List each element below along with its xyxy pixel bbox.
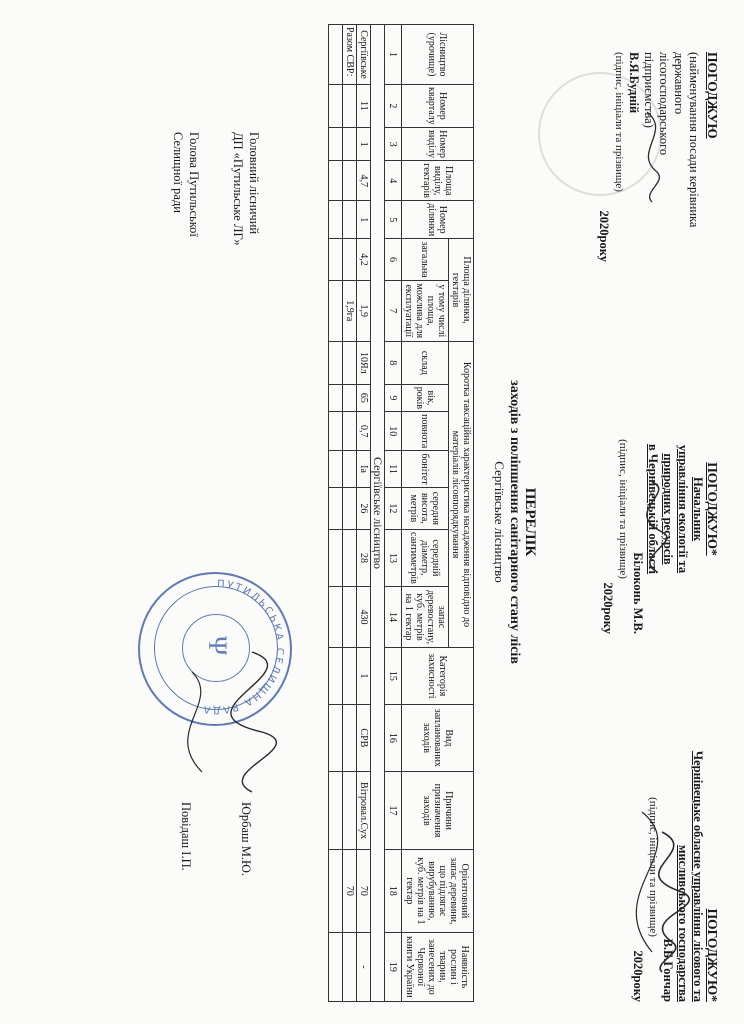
- center-approval-line6: (підпис, ініціали та прізвище): [617, 439, 629, 579]
- header-density: повнота: [402, 412, 449, 451]
- right-approval-block: [630, 732, 720, 1002]
- faint-stamp: [538, 72, 662, 196]
- total-operational: 1,9га: [343, 280, 357, 341]
- center-approval-line7: 2020року: [601, 582, 615, 634]
- cell-forestry: Сергіївське: [357, 25, 371, 85]
- left-approval-line4: В.Я.Будній: [627, 52, 641, 114]
- header-plot-operational: у тому числі площа, можлива для експлуатації: [402, 280, 449, 341]
- head-title-1: Голова Путильської: [187, 132, 201, 237]
- official-stamp: [138, 572, 292, 726]
- cell-age: 65: [357, 384, 371, 411]
- left-approval-line2: лісогосподарського: [657, 52, 671, 156]
- column-number: 12: [385, 487, 402, 529]
- center-approval-line3: природних ресурсів: [661, 453, 675, 565]
- column-number: 4: [385, 161, 402, 201]
- right-approval-line5: 2020року: [631, 950, 645, 1002]
- cell-section: 1: [357, 127, 371, 161]
- cell-density: 0,7: [357, 412, 371, 451]
- trident-icon: Ψ: [203, 636, 232, 656]
- measures-table: [328, 24, 474, 1002]
- header-plot: Номер ділянки: [402, 201, 474, 239]
- column-number: 19: [385, 932, 402, 1001]
- header-quarter: Номер кварталу: [402, 85, 474, 128]
- cell-avg-height: 26: [357, 487, 371, 529]
- column-number: 13: [385, 530, 402, 587]
- document-title: ПЕРЕЛІК: [522, 487, 538, 557]
- header-section-area: Площа виділу, гектарів: [402, 161, 474, 201]
- head-name: Повідаш І.П.: [179, 802, 193, 871]
- right-approval-line1: Чернівецьке обласне управління лісового та: [691, 750, 705, 1002]
- header-avg-height: середня висота, метрів: [402, 487, 449, 529]
- header-forestry: Лісництво (урочище): [402, 25, 474, 85]
- column-number: 10: [385, 412, 402, 451]
- section-heading-row: [371, 25, 385, 1002]
- header-volume: Орієнтовний запас деревини, що підлягає вирубуванню, куб. метрів на 1 гектар: [402, 849, 474, 932]
- cell-measure: СРВ: [357, 704, 371, 771]
- header-protection: Категорія захисності: [402, 648, 474, 704]
- column-number: 1: [385, 25, 402, 85]
- cell-protection: 1: [357, 648, 371, 704]
- header-redbook: Наявність рослин і тварин, занесених до Червоної книги України: [402, 932, 474, 1001]
- right-approval-line2: мисливського господарства: [676, 844, 690, 1002]
- left-approval-line5: (підпис, ініціали та прізвище): [613, 52, 625, 192]
- document-subtitle: заходів з поліпшення санітарного стану лісів: [507, 380, 522, 664]
- cell-quarter: 11: [357, 85, 371, 128]
- column-number: 16: [385, 704, 402, 771]
- column-number: 15: [385, 648, 402, 704]
- cell-composition: 10Ял: [357, 341, 371, 384]
- center-approval-line1: Начальник: [691, 476, 705, 542]
- left-approval-line3: підприємства): [642, 52, 656, 128]
- header-avg-diameter: середній діаметр, сантиметрів: [402, 530, 449, 587]
- column-numbers-row: [385, 25, 402, 1002]
- cell-plot-operational: 1,9: [357, 280, 371, 341]
- header-section: Номер виділу: [402, 127, 474, 161]
- cell-reasons: Вітровал.Сух: [357, 772, 371, 850]
- cell-avg-diameter: 28: [357, 530, 371, 587]
- column-number: 3: [385, 127, 402, 161]
- total-volume: 70: [343, 849, 357, 932]
- column-number: 14: [385, 586, 402, 647]
- cell-plot: 1: [357, 201, 371, 239]
- header-stock: запас деревостану, куб. метрів на 1 гектар: [402, 586, 449, 647]
- section-heading: Сергіївське лісництво: [371, 25, 385, 1002]
- head-title-2: Селищної ради: [171, 132, 185, 213]
- stamp-text: ПУТИЛЬСЬКА СЕЛИЩНА РАДА: [200, 578, 286, 716]
- column-number: 6: [385, 239, 402, 280]
- rotated-page: [12, 12, 732, 1012]
- column-number: 8: [385, 341, 402, 384]
- column-number: 18: [385, 849, 402, 932]
- center-approval-title: ПОГОДЖУЮ*: [705, 462, 720, 556]
- column-number: 7: [385, 280, 402, 341]
- right-approval-line3: В.Б.Гончар: [661, 938, 675, 1002]
- right-approval-title: ПОГОДЖУЮ*: [705, 908, 720, 1002]
- left-approval-line6: 2020року: [597, 210, 611, 262]
- cell-redbook: -: [357, 932, 371, 1001]
- table-row: [357, 25, 371, 1002]
- column-number: 17: [385, 772, 402, 850]
- center-approval-line5: Білоконь М.В.: [631, 552, 645, 634]
- header-taxation: Коротка таксаційна характеристика насадження відповідно до матеріалів лісовпорядкування: [449, 341, 474, 647]
- cell-plot-total: 4,2: [357, 239, 371, 280]
- header-age: вік, років: [402, 384, 449, 411]
- center-approval-line2: управління екології та: [676, 444, 690, 574]
- left-approval-line1: (найменування посади керівника державного: [672, 52, 701, 228]
- column-number: 11: [385, 451, 402, 487]
- right-approval-line4: (підпис, ініціали та прізвище): [647, 797, 659, 937]
- document-forestry: Сергіївське лісництво: [492, 461, 507, 583]
- forester-signature-block: [230, 132, 262, 246]
- header-plot-total: загальна: [402, 239, 449, 280]
- column-number: 5: [385, 201, 402, 239]
- header-measure: Вид запланованих заходів: [402, 704, 474, 771]
- header-bonitet: бонітет: [402, 451, 449, 487]
- center-approval-block: [600, 384, 720, 634]
- left-approval-title: ПОГОДЖУЮ: [705, 52, 720, 139]
- forester-name: Юрбаш М.Ю.: [239, 802, 253, 876]
- total-row: [343, 25, 357, 1002]
- cell-bonitet: Іа: [357, 451, 371, 487]
- total-label: Разом СВР:: [343, 25, 357, 85]
- header-plot-area: Площа ділянки, гектарів: [449, 239, 474, 341]
- forester-title-2: ДП «Путильське ЛГ»: [231, 132, 245, 246]
- center-approval-line4: в Чернівецькій області: [646, 444, 660, 574]
- column-number: 2: [385, 85, 402, 128]
- header-reasons: Причини призначення заходів: [402, 772, 474, 850]
- header-composition: склад: [402, 341, 449, 384]
- document-title-block: [492, 312, 537, 732]
- cell-volume: 70: [357, 849, 371, 932]
- cell-section-area: 4,7: [357, 161, 371, 201]
- head-signature-block: [170, 132, 202, 237]
- cell-stock: 430: [357, 586, 371, 647]
- forester-title-1: Головний лісничий: [247, 132, 261, 235]
- column-number: 9: [385, 384, 402, 411]
